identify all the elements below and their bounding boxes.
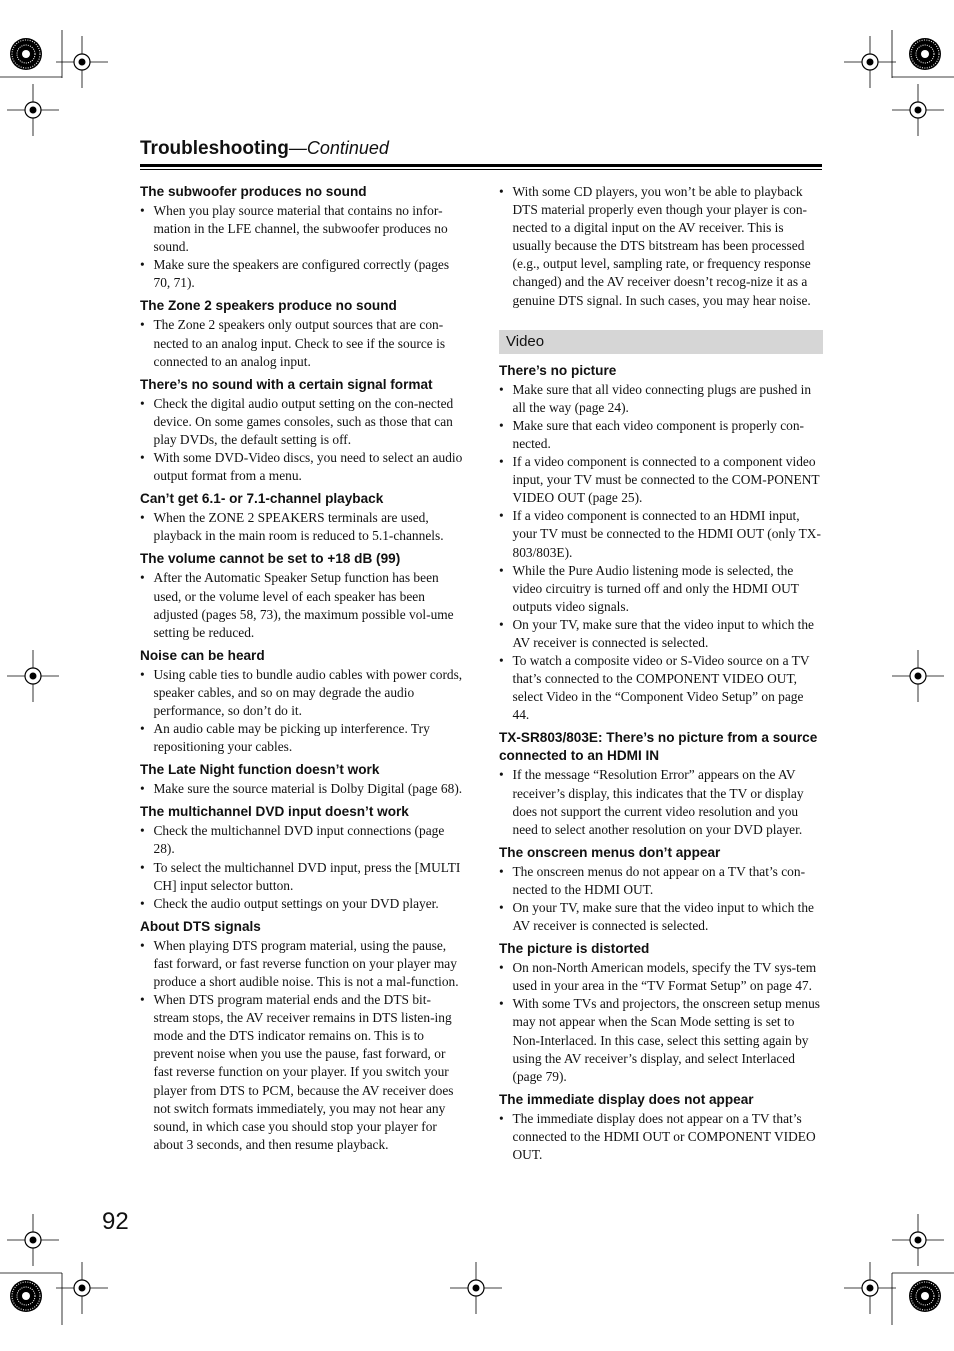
bullet-item: • On non-North American models, specify the TV sys-tem used in your area in the “TV Format Setup” on page 47. [499,959,823,995]
bullet-item: • If a video component is connected to a component video input, your TV must be connected to the COM-PONENT VIDEO OUT (page 25). [499,453,823,507]
intro-bullet-list [499,183,823,310]
bullet-list [140,316,465,370]
header-title: Troubleshooting [140,138,289,159]
bullet-item: • When DTS program material ends and the DTS bit-stream stops, the AV receiver remains in DTS listen-ing mode and the DTS indicator remains on. This is to prevent noise when you use the pause, fast forward, or fast reverse function on your player. If you switch your player from DTS to PCM, because the AV receiver does not switch formats immediately, you may not hear any sound, in which case you should stop your player for about 3 seconds, and then resume playback. [140,991,465,1154]
bullet-item: • With some TVs and projectors, the onscreen setup menus may not appear when the Scan Mode setting is set to Non-Interlaced. In this case, select this setting again by using the AV receiver’s display, and select Interlaced (page 79). [499,995,823,1085]
bullet-item: • If the message “Resolution Error” appears on the AV receiver’s display, this indicates that the TV or display does not support the current video resolution and you need to select another resolution on your DVD player. [499,766,823,838]
section-heading: There’s no picture [499,362,617,378]
bullet-list [140,569,465,641]
bullet-item: • On your TV, make sure that the video input to which the AV receiver is connected is selected. [499,899,823,935]
bullet-list [499,1110,823,1164]
left-column [140,183,465,1159]
bullet-item: • The immediate display does not appear on a TV that’s connected to the HDMI OUT or COMPONENT VIDEO OUT. [499,1110,823,1164]
section-heading: About DTS signals [140,918,261,934]
page-number: 92 [102,1208,129,1235]
right-column [499,183,823,1169]
section-heading: The picture is distorted [499,941,650,957]
bullet-item: • Check the digital audio output setting on the con-nected device. On some games consoles, such as those that can play DVDs, the default setting is off. [140,395,465,449]
bullet-list [499,381,823,725]
section-heading: Noise can be heard [140,647,265,663]
bullet-list [140,666,465,756]
bullet-item: • Make sure the speakers are configured correctly (pages 70, 71). [140,256,465,292]
bullet-list [499,863,823,935]
header-rule-thick [140,164,822,167]
bullet-item: • When playing DTS program material, using the pause, fast forward, or fast reverse function on your player may produce a short audible noise. This is not a mal-function. [140,937,465,991]
section-title: Video [506,332,545,350]
bullet-item: • Make sure that all video connecting plugs are pushed in all the way (page 24). [499,381,823,417]
bullet-item: • To select the multichannel DVD input, press the [MULTI CH] input selector button. [140,859,465,895]
bullet-item: • If a video component is connected to an HDMI input, your TV must be connected to the HDMI OUT (only TX-803/803E). [499,507,823,561]
section-heading: There’s no sound with a certain signal format [140,376,433,392]
section-heading: The onscreen menus don’t appear [499,844,721,860]
section-bar-video [499,330,823,354]
bullet-item: • Using cable ties to bundle audio cables with power cords, speaker cables, and so on may degrade the audio performance, so don’t do it. [140,666,465,720]
bullet-list [140,822,465,912]
bullet-list [499,766,823,838]
bullet-item: • While the Pure Audio listening mode is selected, the video circuitry is turned off and only the HDMI OUT outputs video signals. [499,562,823,616]
bullet-item: • When you play source material that contains no infor-mation in the LFE channel, the subwoofer produces no sound. [140,202,465,256]
bullet-item: • When the ZONE 2 SPEAKERS terminals are used, playback in the main room is reduced to 5.1-channels. [140,509,465,545]
page-header [140,138,822,160]
section-heading: The subwoofer produces no sound [140,184,367,199]
bullet-item: • With some DVD-Video discs, you need to select an audio output format from a menu. [140,449,465,485]
bullet-item: • After the Automatic Speaker Setup function has been used, or the volume level of each speaker has been adjusted (pages 58, 73), the maximum possible vol-ume setting be reduced. [140,569,465,641]
section-heading: Can’t get 6.1- or 7.1-channel playback [140,491,384,507]
bullet-item: • The Zone 2 speakers only output sources that are con-nected to an analog input. Check to see if the source is connected to an analog input. [140,316,465,370]
bullet-item: • To watch a composite video or S-Video source on a TV that’s connected to the COMPONENT VIDEO OUT, select Video in the “Component Video Setup” on page 44. [499,652,823,724]
section-heading: The volume cannot be set to +18 dB (99) [140,551,401,567]
section-heading: The immediate display does not appear [499,1091,754,1107]
video-sections [499,362,823,1164]
bullet-item: • Make sure that each video component is properly con-nected. [499,417,823,453]
bullet-list [140,509,465,545]
bullet-list [140,395,465,485]
section-heading: The multichannel DVD input doesn’t work [140,804,409,820]
bullet-item: • Check the audio output settings on your DVD player. [140,895,465,913]
bullet-item: • Check the multichannel DVD input connections (page 28). [140,822,465,858]
bullet-item: • The onscreen menus do not appear on a TV that’s con-nected to the HDMI OUT. [499,863,823,899]
bullet-list [140,202,465,292]
section-heading: TX-SR803/803E: There’s no picture from a source connected to an HDMI IN [499,730,818,764]
section-heading: The Zone 2 speakers produce no sound [140,298,397,314]
bullet-list [140,780,465,798]
bullet-item: • On your TV, make sure that the video input to which the AV receiver is connected is selected. [499,616,823,652]
header-continued: —Continued [288,138,389,158]
bullet-list [140,937,465,1154]
bullet-item: • Make sure the source material is Dolby Digital (page 68). [140,780,465,798]
header-rule-thin [140,169,822,170]
bullet-list [499,959,823,1086]
section-heading: The Late Night function doesn’t work [140,762,380,778]
bullet-item: • With some CD players, you won’t be able to playback DTS material properly even though your player is con-nected to a digital input on the AV receiver. This is usually because the DTS bitstream has been processed (e.g., output level, sampling rate, or frequency response changed) and the AV receiver doesn’t recog-nize it as a genuine DTS signal. In such cases, you may hear noise. [499,183,823,310]
bullet-item: • An audio cable may be picking up interference. Try repositioning your cables. [140,720,465,756]
